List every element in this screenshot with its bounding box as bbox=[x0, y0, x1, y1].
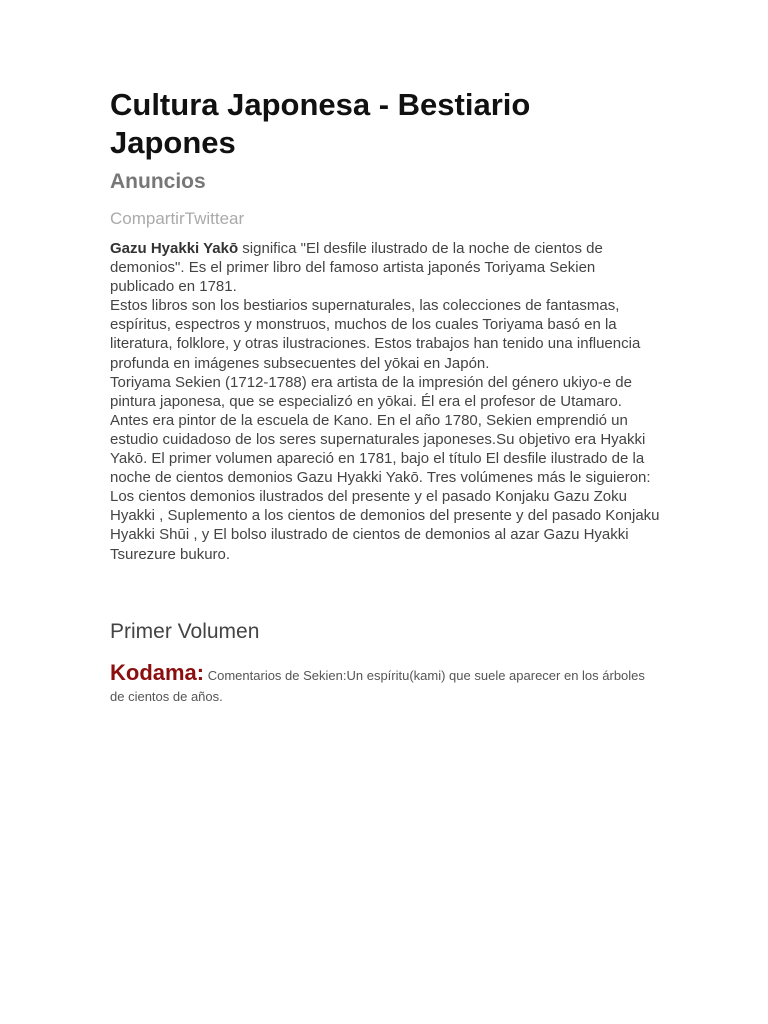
entry-description: Comentarios de Sekien:Un espíritu(kami) que suele aparecer en los árboles de cientos de años. bbox=[110, 667, 645, 704]
page-title: Cultura Japonesa - Bestiario Japones bbox=[110, 87, 531, 160]
paragraph bbox=[110, 239, 660, 296]
book-title: Gazu Hyakki Yakō bbox=[110, 240, 239, 257]
entry-term: Kodama: bbox=[110, 659, 205, 685]
tweet-link[interactable]: Twittear bbox=[184, 209, 245, 228]
share-bar bbox=[110, 208, 660, 230]
bestiary-entry bbox=[110, 659, 660, 707]
paragraph: Toriyama Sekien (1712-1788) era artista de la impresión del género ukiyo-e de pintura japonesa, que se especializó en yōkai. Él era el profesor de Utamaro. Antes era pintor de la escuela de Kano. En el año 1780, Sekien emprendió un estudio cuidadoso de los seres supernaturales japoneses.Su objetivo era Hyakki Yakō. El primer volumen apareció en 1781, bajo el título El desfile ilustrado de la noche de cientos demonios Gazu Hyakki Yakō. Tres volúmenes más le siguieron: Los cientos demonios ilustrados del presente y el pasado Konjaku Gazu Zoku Hyakki , Suplemento a los cientos de demonios del presente y del pasado Konjaku Hyakki Shūi , y El bolso ilustrado de cientos de demonios al azar Gazu Hyakki Tsurezure bukuro. bbox=[110, 373, 660, 563]
ads-heading: Anuncios bbox=[110, 170, 206, 193]
paragraph-text: significa "El desfile ilustrado de la noche de cientos de demonios". Es el primer libro del famoso artista japonés Toriyama Sekien publicado en 1781. bbox=[110, 240, 603, 296]
article-body bbox=[110, 239, 660, 564]
share-link[interactable]: Compartir bbox=[110, 209, 185, 228]
section-title: Primer Volumen bbox=[110, 619, 260, 643]
paragraph: Estos libros son los bestiarios supernaturales, las colecciones de fantasmas, espíritus, espectros y monstruos, muchos de los cuales Toriyama basó en la literatura, folklore, y otras ilustraciones. Estos trabajos han tenido una influencia profunda en imágenes subsecuentes del yōkai en Japón. bbox=[110, 297, 641, 372]
document-page bbox=[110, 86, 660, 707]
